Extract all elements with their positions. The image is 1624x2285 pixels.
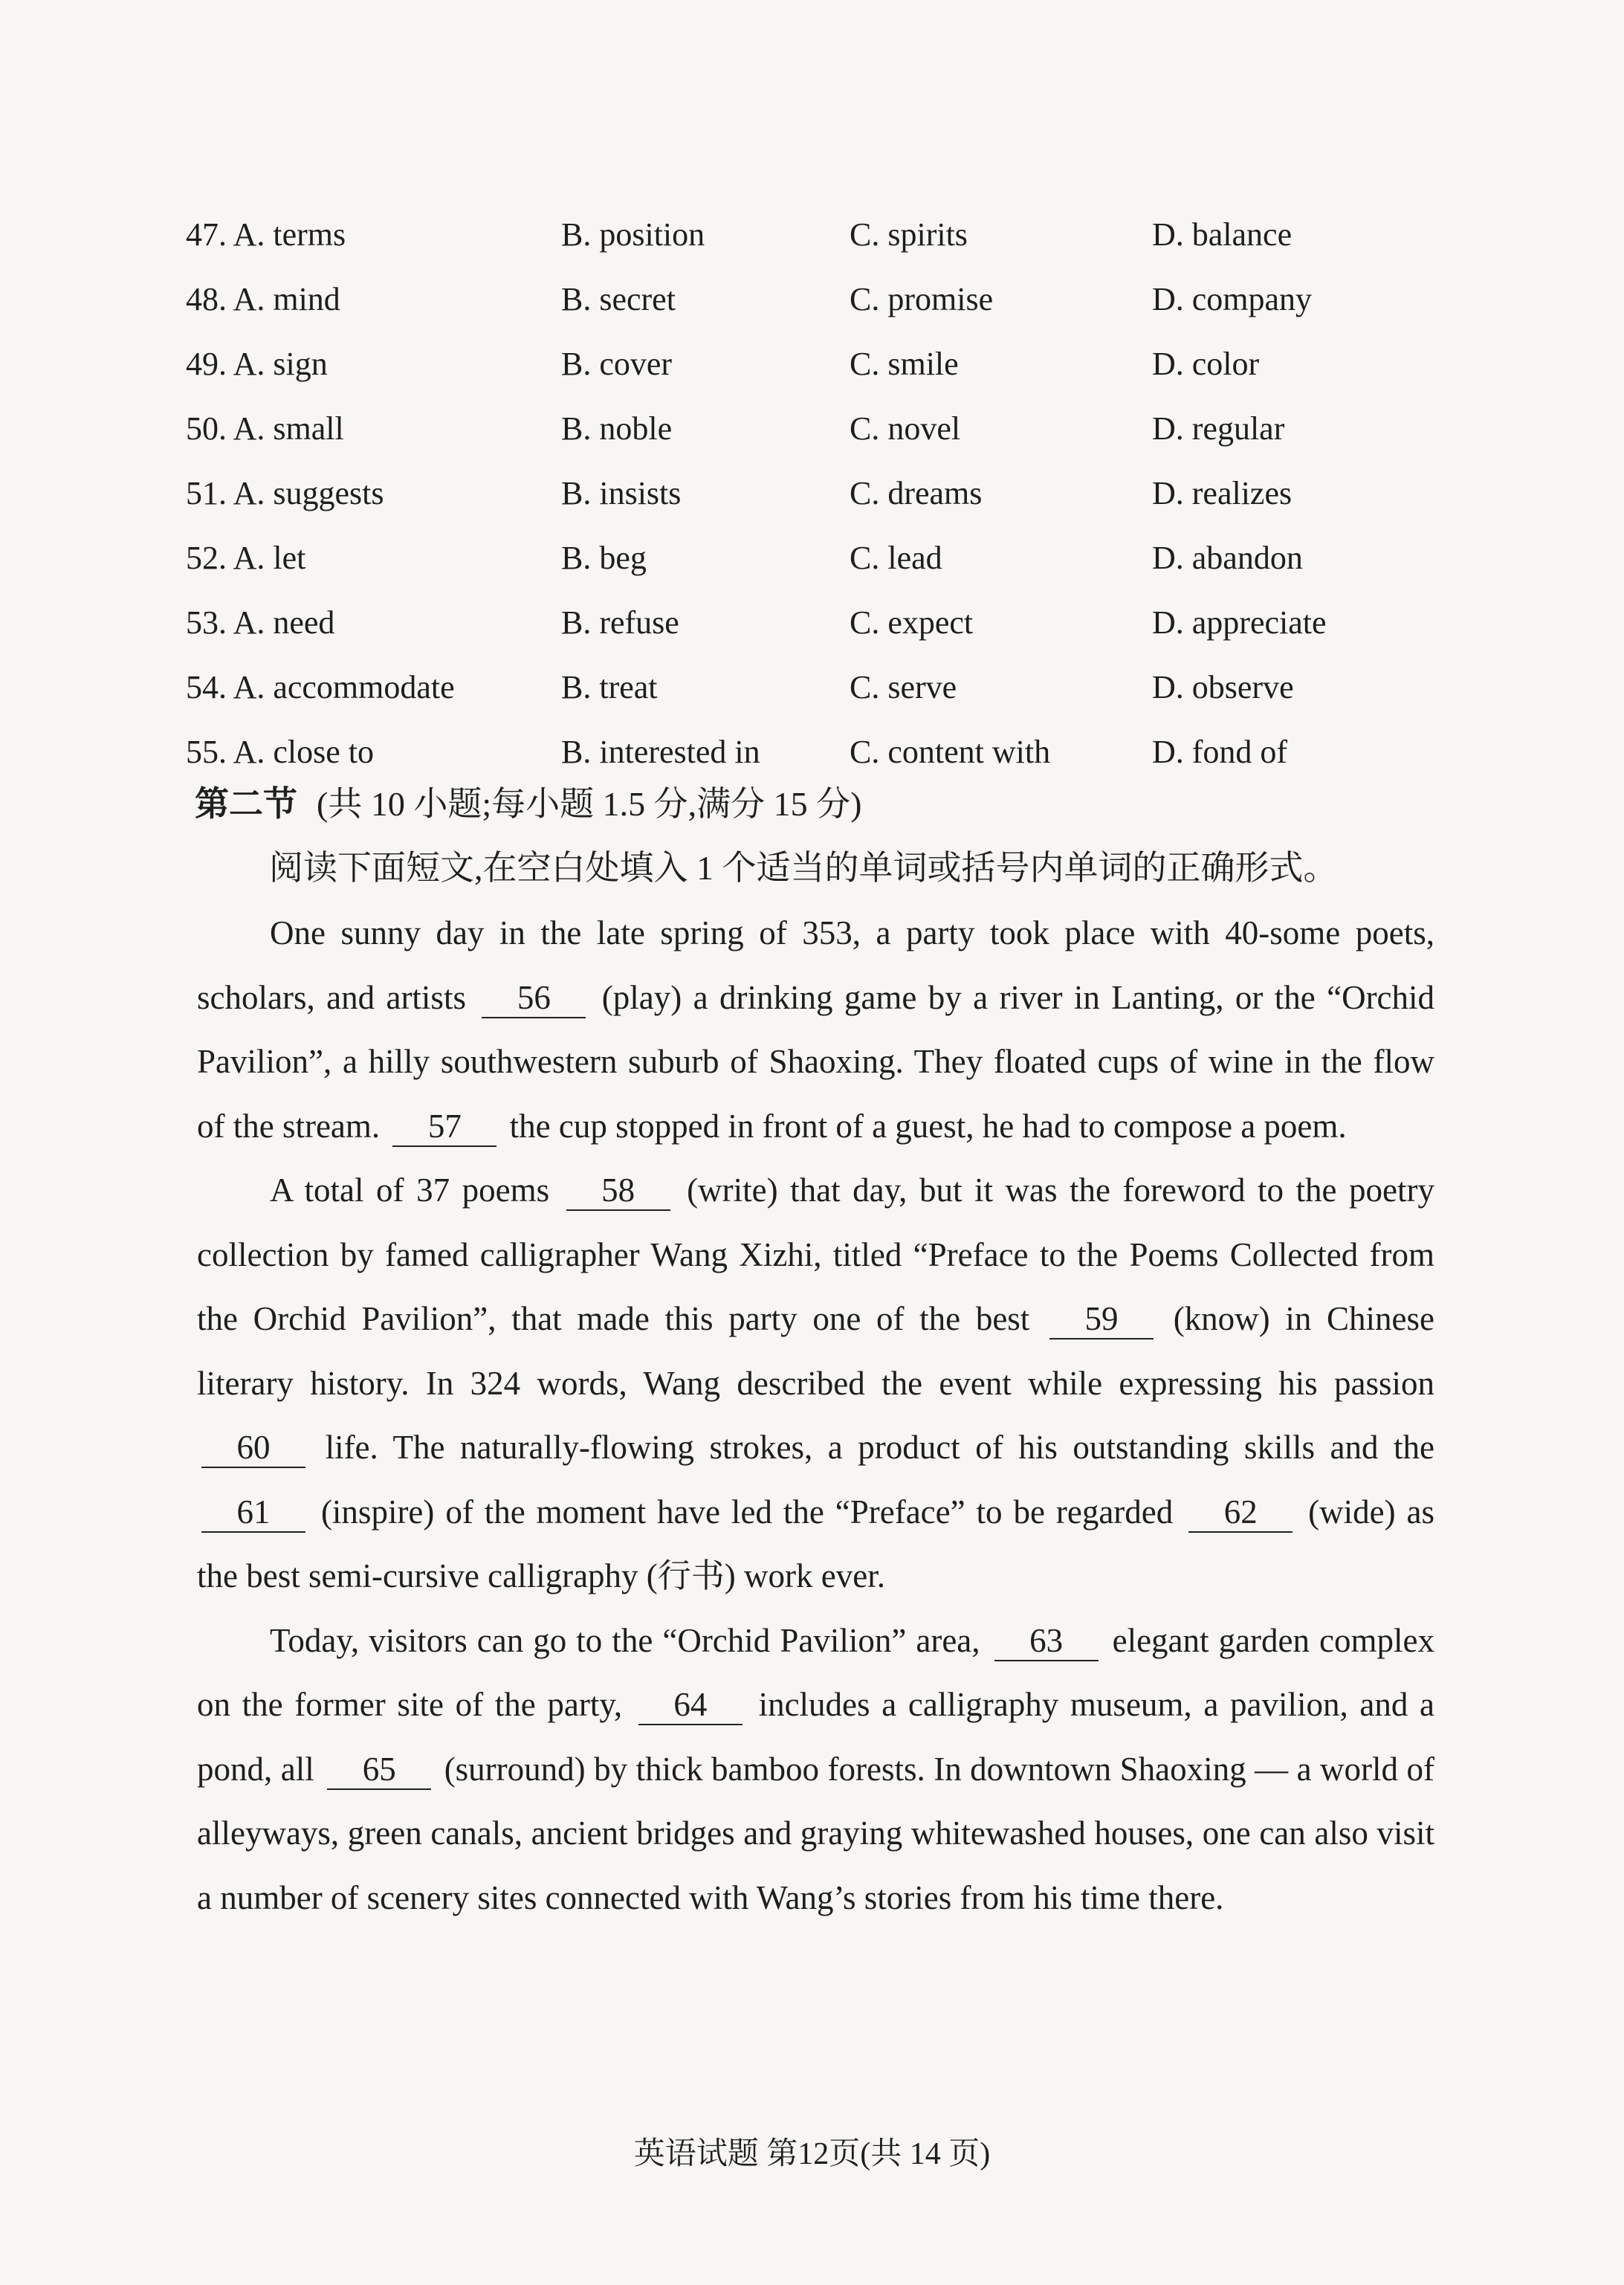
option-a: 53. A. need	[186, 604, 335, 641]
option-d: D. company	[1152, 281, 1313, 317]
option-d: D. observe	[1152, 669, 1294, 705]
blank-57: 57	[392, 1107, 496, 1147]
option-row-53	[186, 590, 1464, 655]
option-a: 55. A. close to	[186, 734, 374, 770]
option-c: C. smile	[850, 346, 959, 382]
option-a: 52. A. let	[186, 540, 306, 576]
option-row-51	[186, 461, 1464, 526]
passage-text: (know) in Chinese literary history. In 324 words, Wang described the event while expressing his passion	[197, 1300, 1434, 1402]
section-title: 第二节	[195, 785, 297, 823]
option-row-47	[186, 202, 1464, 267]
option-row-54	[186, 655, 1464, 720]
option-b: B. insists	[561, 475, 682, 511]
option-b: B. treat	[561, 669, 658, 705]
option-a: 47. A. terms	[186, 216, 346, 253]
passage	[197, 901, 1434, 1930]
passage-text: the cup stopped in front of a guest, he had to compose a poem.	[509, 1107, 1347, 1145]
blank-59: 59	[1049, 1299, 1154, 1339]
passage-text: One sunny day in the late spring of 353, a party took place with 40-some poets, scholars, and artists	[197, 914, 1434, 1016]
option-row-52	[186, 526, 1464, 590]
option-row-48	[186, 267, 1464, 332]
blank-58: 58	[566, 1171, 670, 1211]
option-b: B. noble	[561, 410, 673, 447]
passage-text: Today, visitors can go to the “Orchid Pavilion” area,	[270, 1621, 980, 1659]
option-a: 51. A. suggests	[186, 475, 384, 511]
passage-text: includes a calligraphy museum, a pavilion, and a pond, all	[197, 1686, 1435, 1788]
passage-text: A total of 37 poems	[270, 1171, 550, 1209]
blank-60: 60	[201, 1428, 305, 1468]
option-d: D. color	[1152, 346, 1260, 382]
option-a: 50. A. small	[186, 410, 344, 447]
option-row-50	[186, 396, 1464, 461]
section-instruction: 阅读下面短文,在空白处填入 1 个适当的单词或括号内单词的正确形式。	[269, 849, 1338, 887]
passage-text: (play) a drinking game by a river in Lanting, or the “Orchid Pavilion”, a hilly southwestern suburb of Shaoxing. They floated cups of wine in the flow of the stream.	[197, 978, 1435, 1145]
option-d: D. fond of	[1152, 734, 1288, 770]
blank-62: 62	[1188, 1493, 1293, 1533]
option-d: D. balance	[1152, 216, 1293, 253]
blank-64: 64	[638, 1685, 743, 1725]
option-b: B. position	[561, 216, 705, 253]
options-table	[186, 202, 1464, 784]
option-c: C. dreams	[850, 475, 983, 511]
option-d: D. abandon	[1152, 540, 1303, 576]
page-footer: 英语试题 第12页(共 14 页)	[633, 2137, 991, 2171]
passage-text: elegant garden complex on the former site of the party,	[197, 1621, 1435, 1723]
option-c: C. lead	[850, 540, 942, 576]
option-b: B. refuse	[561, 604, 679, 641]
option-c: C. novel	[850, 410, 961, 447]
option-a: 49. A. sign	[186, 346, 328, 382]
section-heading	[195, 780, 861, 828]
blank-56: 56	[482, 978, 586, 1018]
paragraph-3	[197, 1609, 1434, 1930]
section-note: (共 10 小题;每小题 1.5 分,满分 15 分)	[317, 785, 862, 823]
blank-65: 65	[327, 1750, 431, 1790]
option-d: D. regular	[1152, 410, 1285, 447]
option-b: B. beg	[561, 540, 647, 576]
option-b: B. secret	[561, 281, 676, 317]
option-c: C. serve	[850, 669, 957, 705]
option-row-55	[186, 720, 1464, 784]
passage-text: (wide) as the best semi-cursive calligraphy (行书) work ever.	[197, 1493, 1435, 1594]
option-c: C. content with	[850, 734, 1051, 770]
paragraph-2	[197, 1158, 1434, 1609]
passage-text: (surround) by thick bamboo forests. In downtown Shaoxing — a world of alleyways, green canals, ancient bridges and graying whitewashed houses, one can also visit a number of scenery sites connected with Wang’s stories from his time there.	[197, 1750, 1435, 1916]
option-c: C. promise	[850, 281, 994, 317]
option-b: B. interested in	[561, 734, 760, 770]
option-d: D. realizes	[1152, 475, 1293, 511]
passage-text: (inspire) of the moment have led the “Preface” to be regarded	[320, 1493, 1174, 1531]
option-b: B. cover	[561, 346, 673, 382]
option-d: D. appreciate	[1152, 604, 1327, 641]
option-row-49	[186, 332, 1464, 396]
paragraph-1	[197, 901, 1434, 1158]
option-c: C. expect	[850, 604, 974, 641]
passage-text: life. The naturally-flowing strokes, a product of his outstanding skills and the	[325, 1429, 1435, 1466]
blank-63: 63	[994, 1621, 1099, 1661]
option-a: 54. A. accommodate	[186, 669, 455, 705]
option-a: 48. A. mind	[186, 281, 340, 317]
option-c: C. spirits	[850, 216, 968, 253]
blank-61: 61	[201, 1493, 305, 1533]
passage-text: (write) that day, but it was the foreword to the poetry collection by famed calligrapher Wang Xizhi, titled “Preface to the Poems Collected from the Orchid Pavilion”, that made this party one of the best	[197, 1171, 1435, 1337]
